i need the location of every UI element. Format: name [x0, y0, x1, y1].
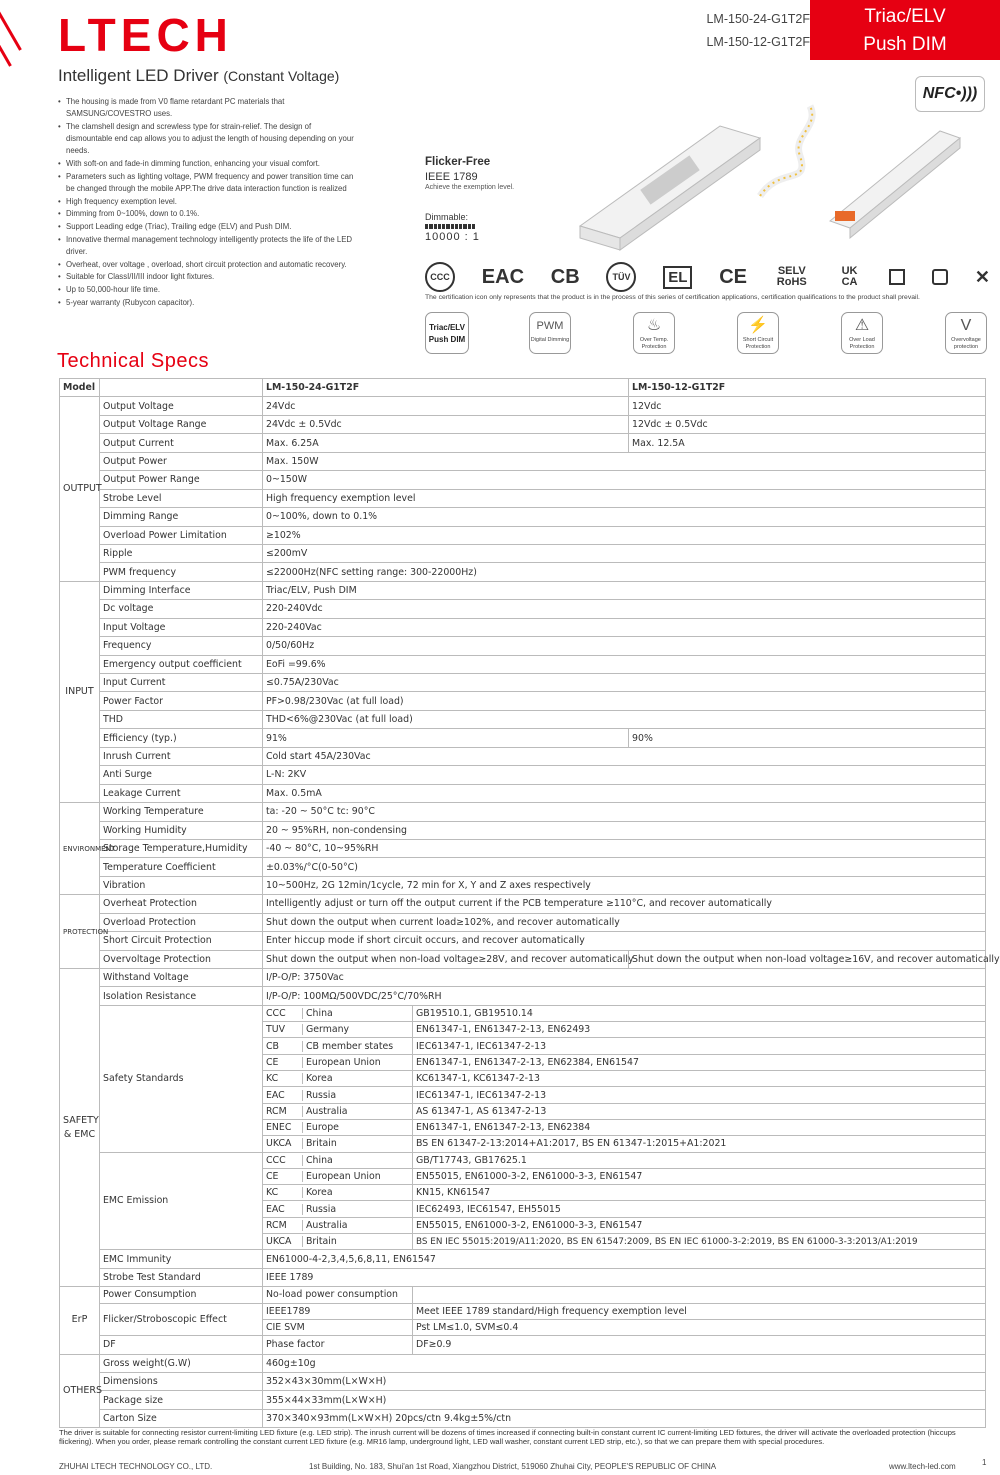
table-row: [60, 544, 986, 562]
cert-mark: RCM: [263, 1106, 303, 1117]
param-value: 220-240Vdc: [263, 600, 986, 618]
table-row: [60, 913, 986, 931]
cert-region: Russia: [305, 1203, 337, 1215]
cert-region: Russia: [305, 1089, 337, 1101]
param-name: Power Consumption: [100, 1287, 263, 1303]
param-value: 90%: [629, 729, 986, 747]
list-item: • Up to 50,000-hour life time.: [58, 284, 358, 296]
cert-standard: EN61347-1, EN61347-2-13, EN62384: [413, 1119, 986, 1135]
param-name: Overload Protection: [100, 913, 263, 931]
list-item: • The housing is made from V0 flame retardant PC materials that SAMSUNG/COVESTRO uses.: [58, 96, 358, 120]
model-24-header: LM-150-24-G1T2F: [263, 379, 629, 397]
model-label: Model: [60, 379, 100, 397]
model-name: LM-150-24-G1T2F: [706, 12, 810, 26]
table-row: [60, 987, 986, 1005]
param-value: 0~100%, down to 0.1%: [263, 508, 986, 526]
safety-standards-label: Safety Standards: [100, 1005, 263, 1152]
cert-region: European Union: [305, 1056, 381, 1068]
table-row: [60, 1354, 986, 1372]
cert-mark: ENEC: [263, 1122, 303, 1133]
cert-mark: KC: [263, 1073, 303, 1084]
table-row: [60, 1152, 986, 1168]
table-row: [60, 508, 986, 526]
table-row: [60, 415, 986, 433]
list-item: • Parameters such as lighting voltage, PWM frequency and power transition time can be changed through the mobile APP.The drive data interaction function is realized: [58, 171, 358, 195]
table-row: [60, 858, 986, 876]
param-value: 10~500Hz, 2G 12min/1cycle, 72 min for X, Y and Z axes respectively: [263, 876, 986, 894]
param-value: IEEE 1789: [263, 1268, 986, 1286]
param-name: Vibration: [100, 876, 263, 894]
list-item: • Innovative thermal management technology intelligently protects the life of the LED driver.: [58, 234, 358, 258]
param-value: 12Vdc ± 0.5Vdc: [629, 415, 986, 433]
group-environment: ENVIRONMENT: [60, 803, 100, 895]
param-value: Pst LM≤1.0, SVM≤0.4: [413, 1319, 986, 1335]
param-value: ≤0.75A/230Vac: [263, 674, 986, 692]
group-protection: PROTECTION: [60, 895, 100, 969]
table-row: [60, 397, 986, 415]
nfc-label: NFC: [922, 85, 956, 102]
param-value: EoFi =99.6%: [263, 655, 986, 673]
cert-region: CB member states: [305, 1040, 394, 1052]
param-name: Dc voltage: [100, 600, 263, 618]
table-row: [60, 932, 986, 950]
cert-standard: KN15, KN61547: [413, 1185, 986, 1201]
param-name: Package size: [100, 1391, 263, 1409]
param-value: Phase factor: [263, 1336, 413, 1354]
cert-standard: EN55015, EN61000-3-2, EN61000-3-3, EN61547: [413, 1217, 986, 1233]
cert-standard: AS 61347-1, AS 61347-2-13: [413, 1103, 986, 1119]
param-value: 20 ~ 95%RH, non-condensing: [263, 821, 986, 839]
flicker-standard: IEEE 1789: [425, 171, 478, 183]
brand-logo: LTECH: [58, 9, 233, 61]
param-value: Max. 0.5mA: [263, 784, 986, 802]
cert-region: China: [305, 1008, 333, 1020]
param-value: Shut down the output when non-load voltage≥28V, and recover automatically: [263, 950, 629, 968]
table-header-row: [60, 379, 986, 397]
param-value: I/P-O/P: 3750Vac: [263, 969, 986, 987]
cert-standard: IEC61347-1, IEC61347-2-13: [413, 1087, 986, 1103]
pwm-glyph: PWM: [536, 320, 564, 332]
table-row: [60, 674, 986, 692]
weee-icon: ✕: [974, 266, 990, 287]
cert-region: Australia: [305, 1105, 348, 1117]
table-row: [60, 821, 986, 839]
param-name: Working Temperature: [100, 803, 263, 821]
table-row: [60, 1005, 986, 1021]
table-row: [60, 803, 986, 821]
param-value: ta: -20 ~ 50°C tc: 90°C: [263, 803, 986, 821]
table-row: [60, 1250, 986, 1268]
table-row: [60, 747, 986, 765]
cert-standard: GB/T17743, GB17625.1: [413, 1152, 986, 1168]
param-value: 220-240Vac: [263, 618, 986, 636]
param-name: Dimming Interface: [100, 581, 263, 599]
param-value: ≤200mV: [263, 544, 986, 562]
table-row: [60, 452, 986, 470]
param-name: Power Factor: [100, 692, 263, 710]
param-name: THD: [100, 710, 263, 728]
table-row: [60, 581, 986, 599]
param-value: Max. 6.25A: [263, 434, 629, 452]
param-value: No-load power consumption: [263, 1287, 413, 1303]
certification-row: [425, 260, 990, 294]
table-row: [60, 618, 986, 636]
param-name: Strobe Test Standard: [100, 1268, 263, 1286]
cert-standard: IEC61347-1, IEC61347-2-13: [413, 1038, 986, 1054]
group-safety-emc: SAFETY & EMC: [60, 969, 100, 1287]
cert-mark: EAC: [263, 1090, 303, 1101]
param-value: Cold start 45A/230Vac: [263, 747, 986, 765]
title-sub: (Constant Voltage): [223, 68, 340, 84]
product-image: [560, 86, 980, 256]
cert-mark: RCM: [263, 1220, 303, 1231]
param-value: 24Vdc: [263, 397, 629, 415]
param-value: ≥102%: [263, 526, 986, 544]
dimmable-block: [425, 212, 480, 243]
flicker-title: Flicker-Free: [425, 156, 491, 168]
param-name: Frequency: [100, 637, 263, 655]
param-name: Output Current: [100, 434, 263, 452]
table-row: [60, 434, 986, 452]
param-name: Ripple: [100, 544, 263, 562]
param-value: 352×43×30mm(L×W×H): [263, 1372, 986, 1390]
param-value: Intelligently adjust or turn off the output current if the PCB temperature ≥110°C, and recover automatically: [263, 895, 986, 913]
param-value: 370×340×93mm(L×W×H) 20pcs/ctn 9.4kg±5%/ctn: [263, 1409, 986, 1427]
cert-region: Britain: [305, 1138, 337, 1150]
feature-list: [58, 96, 358, 309]
enec-icon: EL: [663, 266, 692, 289]
func-label: Push DIM: [428, 335, 466, 344]
param-name: Overload Power Limitation: [100, 526, 263, 544]
param-value: L-N: 2KV: [263, 766, 986, 784]
cert-mark: CCC: [263, 1008, 303, 1019]
param-value: DF≥0.9: [413, 1336, 986, 1354]
table-row: [60, 1303, 986, 1319]
param-name: Input Current: [100, 674, 263, 692]
dimming-type-badge: [810, 0, 1000, 60]
param-value: 12Vdc: [629, 397, 986, 415]
table-row: [60, 1287, 986, 1303]
param-name: Carton Size: [100, 1409, 263, 1427]
cb-icon: CB: [550, 265, 580, 288]
param-value: 0~150W: [263, 471, 986, 489]
func-label: Over Load Protection: [849, 337, 875, 350]
cert-standard: BS EN 61347-2-13:2014+A1:2017, BS EN 61347-1:2015+A1:2021: [413, 1136, 986, 1152]
table-row: [60, 766, 986, 784]
func-label: Overvoltage protection: [951, 337, 981, 350]
param-name: Working Humidity: [100, 821, 263, 839]
company-name: ZHUHAI LTECH TECHNOLOGY CO., LTD.: [59, 1462, 213, 1471]
group-input: INPUT: [60, 581, 100, 802]
emc-emission-label: EMC Emission: [100, 1152, 263, 1250]
model-list: [670, 8, 810, 54]
param-value: Max. 150W: [263, 452, 986, 470]
param-name: Short Circuit Protection: [100, 932, 263, 950]
param-name: Output Voltage: [100, 397, 263, 415]
led-strip-icon: [760, 106, 812, 196]
table-row: [60, 563, 986, 581]
tuv-icon: TÜV: [606, 262, 636, 292]
table-row: [60, 729, 986, 747]
param-name: Output Power Range: [100, 471, 263, 489]
param-name: Isolation Resistance: [100, 987, 263, 1005]
table-row: [60, 655, 986, 673]
param-value: 355×44×33mm(L×W×H): [263, 1391, 986, 1409]
func-label: Triac/ELV: [429, 323, 465, 332]
param-name: Flicker/Stroboscopic Effect: [100, 1303, 263, 1336]
param-value: -40 ~ 80°C, 10~95%RH: [263, 839, 986, 857]
param-name: Dimensions: [100, 1372, 263, 1390]
param-name: Storage Temperature,Humidity: [100, 839, 263, 857]
param-value: IEEE1789: [263, 1303, 413, 1319]
list-item: • The clamshell design and screwless type for strain-relief. The design of dismountable end cap allows you to adjust the length of housing depending on your needs.: [58, 121, 358, 158]
table-row: [60, 969, 986, 987]
dimmable-label: Dimmable:: [425, 212, 469, 222]
list-item: • Suitable for ClassI/II/III indoor light fixtures.: [58, 271, 358, 283]
model-name: LM-150-12-G1T2F: [706, 35, 810, 49]
param-name: Temperature Coefficient: [100, 858, 263, 876]
cert-standard: EN55015, EN61000-3-2, EN61000-3-3, EN61547: [413, 1168, 986, 1184]
cert-mark: CE: [263, 1171, 303, 1182]
cert-standard: GB19510.1, GB19510.14: [413, 1005, 986, 1021]
section-title: Technical Specs: [57, 350, 210, 372]
nfc-icon: NFC•))): [915, 76, 985, 112]
table-row: [60, 526, 986, 544]
cert-region: Britain: [305, 1236, 337, 1248]
table-row: [60, 692, 986, 710]
cert-mark: KC: [263, 1187, 303, 1198]
param-value: Meet IEEE 1789 standard/High frequency exemption level: [413, 1303, 986, 1319]
param-value: ≤22000Hz(NFC setting range: 300-22000Hz): [263, 563, 986, 581]
param-name: Anti Surge: [100, 766, 263, 784]
list-item: • Overheat, over voltage , overload, short circuit protection and automatic recovery.: [58, 259, 358, 271]
param-value: 460g±10g: [263, 1354, 986, 1372]
cert-standard: BS EN IEC 55015:2019/A11:2020, BS EN 61547:2009, BS EN IEC 61000-3-2:2019, BS EN 61000-3-3:2013/A1:2019: [413, 1234, 986, 1250]
dimming-bars-icon: [425, 224, 475, 229]
cert-region: China: [305, 1154, 333, 1166]
page-number: 1: [982, 1458, 987, 1467]
param-value: CIE SVM: [263, 1319, 413, 1335]
param-name: Dimming Range: [100, 508, 263, 526]
param-value: THD<6%@230Vac (at full load): [263, 710, 986, 728]
param-value: Triac/ELV, Push DIM: [263, 581, 986, 599]
ce-icon: CE: [719, 265, 747, 288]
param-value: 24Vdc ± 0.5Vdc: [263, 415, 629, 433]
driver-small-icon: [830, 131, 960, 238]
func-label: Short Circuit Protection: [742, 337, 774, 350]
cert-mark: CE: [263, 1057, 303, 1068]
table-row: [60, 839, 986, 857]
list-item: • With soft-on and fade-in dimming function, enhancing your visual comfort.: [58, 158, 358, 170]
param-value: Enter hiccup mode if short circuit occurs, and recover automatically: [263, 932, 986, 950]
list-item: • Support Leading edge (Triac), Trailing edge (ELV) and Push DIM.: [58, 221, 358, 233]
param-value: 0/50/60Hz: [263, 637, 986, 655]
param-name: PWM frequency: [100, 563, 263, 581]
param-value: I/P-O/P: 100MΩ/500VDC/25°C/70%RH: [263, 987, 986, 1005]
param-name: Strobe Level: [100, 489, 263, 507]
short-circuit-icon: ⚡ Short Circuit Protection: [737, 312, 779, 354]
table-row: [60, 637, 986, 655]
table-row: [60, 876, 986, 894]
table-row: [60, 1372, 986, 1390]
certification-note: The certification icon only represents that the product is in the process of this series of certification applications, certification qualifications to the product shall prevail.: [425, 294, 920, 301]
ukca-icon: UK CA: [841, 265, 858, 288]
class-ii-icon: [889, 269, 905, 285]
table-row: [60, 784, 986, 802]
param-name: Output Voltage Range: [100, 415, 263, 433]
triac-elv-icon: [425, 312, 469, 354]
badge-line: Triac/ELV: [864, 6, 946, 27]
list-item: • High frequency exemption level.: [58, 196, 358, 208]
cert-mark: CB: [263, 1041, 303, 1052]
param-value: 91%: [263, 729, 629, 747]
flicker-free-block: [425, 156, 514, 191]
param-name: Overvoltage Protection: [100, 950, 263, 968]
param-name: DF: [100, 1336, 263, 1354]
table-row: [60, 710, 986, 728]
table-row: [60, 1391, 986, 1409]
ccc-icon: CCC: [425, 262, 455, 292]
spec-table: [59, 378, 1000, 1428]
table-row: [60, 895, 986, 913]
cert-region: Europe: [305, 1122, 339, 1134]
param-name: Leakage Current: [100, 784, 263, 802]
group-others: OTHERS: [60, 1354, 100, 1428]
param-name: Efficiency (typ.): [100, 729, 263, 747]
cert-standard: KC61347-1, KC61347-2-13: [413, 1071, 986, 1087]
cert-mark: TUV: [263, 1024, 303, 1035]
function-icons: [425, 312, 990, 354]
param-value: Shut down the output when current load≥102%, and recover automatically: [263, 913, 986, 931]
model-12-header: LM-150-12-G1T2F: [629, 379, 986, 397]
param-name: Input Voltage: [100, 618, 263, 636]
param-value: ±0.03%/°C(0-50°C): [263, 858, 986, 876]
cert-region: Australia: [305, 1219, 348, 1231]
cert-mark: UKCA: [263, 1236, 303, 1247]
table-row: [60, 1409, 986, 1427]
indoor-icon: [932, 269, 948, 285]
cert-mark: CCC: [263, 1155, 303, 1166]
pwm-icon: [529, 312, 571, 354]
cert-standard: EN61347-1, EN61347-2-13, EN62384, EN61547: [413, 1054, 986, 1070]
table-row: [60, 600, 986, 618]
param-name: Gross weight(G.W): [100, 1354, 263, 1372]
eac-icon: EAC: [481, 265, 525, 288]
param-name: Emergency output coefficient: [100, 655, 263, 673]
website-link[interactable]: www.ltech-led.com: [889, 1462, 956, 1471]
driver-large-icon: [580, 126, 760, 250]
group-erp: ErP: [60, 1287, 100, 1354]
param-value: High frequency exemption level: [263, 489, 986, 507]
badge-line: Push DIM: [863, 34, 947, 55]
param-value: PF>0.98/230Vac (at full load): [263, 692, 986, 710]
param-name: Inrush Current: [100, 747, 263, 765]
over-temp-icon: ♨ Over Temp. Protection: [633, 312, 675, 354]
func-label: Over Temp. Protection: [639, 337, 669, 350]
param-value: Max. 12.5A: [629, 434, 986, 452]
over-load-icon: ⚠ Over Load Protection: [841, 312, 883, 354]
company-address: 1st Building, No. 183, Shui'an 1st Road, Xiangzhou District, 519060 Zhuhai City, PEOPLE'S REPUBLIC OF CHINA: [309, 1462, 717, 1471]
param-name: Withstand Voltage: [100, 969, 263, 987]
table-row: [60, 1336, 986, 1354]
table-row: [60, 489, 986, 507]
footnote: The driver is suitable for connecting resistor current-limiting LED fixture (e.g. LED strip). The inrush current will be dozens of times increased if connecting built-in constant current IC current-limiting LED fixtures, the driver will activate the overloaded protection (hiccups flickering). When you order, please remark controlling the constant current LED fixture (e.g. MR16 lamp, underground light, LED wall washer, constant current LED strip, etc.), so that we can prepare them with special procedures.: [59, 1428, 956, 1447]
cert-region: Germany: [305, 1024, 350, 1036]
title-main: Intelligent LED Driver: [58, 66, 219, 85]
corner-accent: [0, 0, 12, 56]
flicker-note: Achieve the exemption level.: [425, 184, 515, 191]
cert-mark: EAC: [263, 1204, 303, 1215]
cert-mark: UKCA: [263, 1138, 303, 1149]
page-title: [58, 66, 339, 86]
table-row: [60, 1268, 986, 1286]
param-value: Shut down the output when non-load voltage≥16V, and recover automatically: [629, 950, 986, 968]
table-row: [60, 950, 986, 968]
func-label: Digital Dimming: [530, 337, 570, 343]
over-voltage-icon: V Overvoltage protection: [945, 312, 987, 354]
dimmable-ratio: 10000 : 1: [425, 231, 480, 243]
cert-standard: EN61347-1, EN61347-2-13, EN62493: [413, 1022, 986, 1038]
group-output: OUTPUT: [60, 397, 100, 581]
cert-standard: IEC62493, IEC61547, EH55015: [413, 1201, 986, 1217]
param-name: Output Power: [100, 452, 263, 470]
param-value: EN61000-4-2,3,4,5,6,8,11, EN61547: [263, 1250, 986, 1268]
table-row: [60, 471, 986, 489]
list-item: • 5-year warranty (Rubycon capacitor).: [58, 297, 358, 309]
param-name: Overheat Protection: [100, 895, 263, 913]
param-name: EMC Immunity: [100, 1250, 263, 1268]
cert-region: Korea: [305, 1187, 333, 1199]
selv-rohs-icon: SELV RoHS: [776, 265, 807, 288]
cert-region: Korea: [305, 1073, 333, 1085]
cert-region: European Union: [305, 1170, 381, 1182]
list-item: • Dimming from 0~100%, down to 0.1%.: [58, 208, 358, 220]
